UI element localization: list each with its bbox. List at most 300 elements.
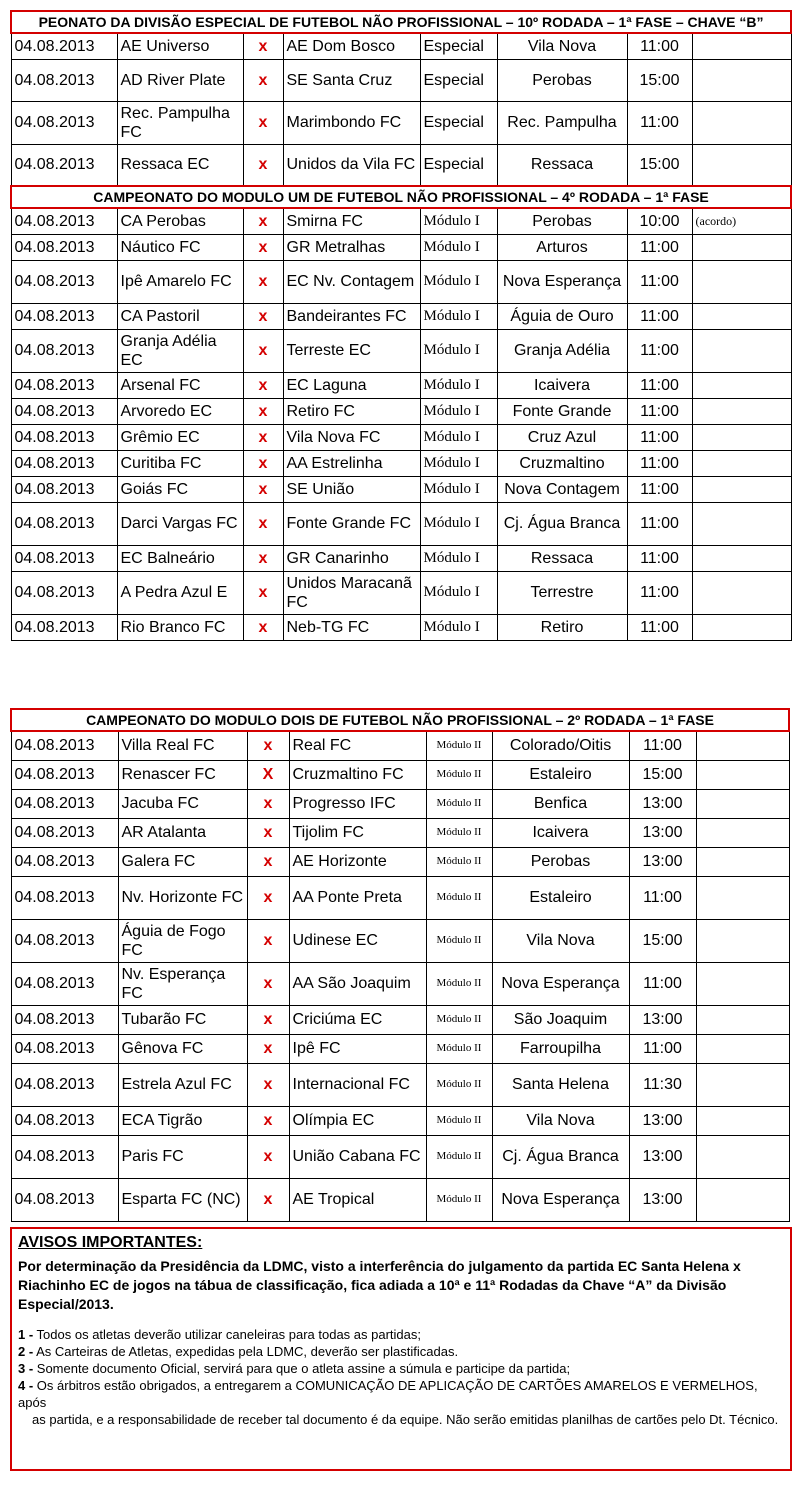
division: Módulo I [420,208,497,234]
table-row [11,614,791,640]
division: Especial [420,144,497,186]
home-team: AD River Plate [117,59,243,101]
home-team: Gênova FC [118,1034,247,1063]
venue: Cruz Azul [497,424,627,450]
match-date: 04.08.2013 [11,208,117,234]
division: Módulo I [420,614,497,640]
match-date: 04.08.2013 [11,1063,118,1106]
versus-mark: x [247,1005,289,1034]
match-note [692,398,791,424]
table-row [11,1005,789,1034]
match-date: 04.08.2013 [11,876,118,919]
table-row [11,847,789,876]
versus-mark: x [243,59,283,101]
table-row [11,59,791,101]
away-team: Terreste EC [283,329,420,372]
match-date: 04.08.2013 [11,502,117,545]
notice-continuation: as partida, e a responsabilidade de receber tal documento é da equipe. Não serão emitidas planilhas de cartões pelo Dt. Técnico. [32,1412,779,1427]
match-date: 04.08.2013 [11,919,118,962]
division: Módulo II [426,1106,492,1135]
home-team: Villa Real FC [118,731,247,760]
away-team: AE Dom Bosco [283,33,420,59]
versus-mark: x [243,303,283,329]
versus-mark: x [243,208,283,234]
division: Módulo I [420,260,497,303]
table-row [11,208,791,234]
division: Módulo II [426,818,492,847]
match-note [692,545,791,571]
kickoff-time: 11:00 [627,571,692,614]
venue: Vila Nova [497,33,627,59]
away-team: Unidos da Vila FC [283,144,420,186]
notices-main: Por determinação da Presidência da LDMC, visto a interferência do julgamento da partida EC Santa Helena x Riachinho EC de jogos na tábua de classificação, fica adiada a 10ª e 11ª Rodadas da Chave “A” da Divisão Especial/2013. [18,1258,741,1312]
home-team: Esparta FC (NC) [118,1178,247,1221]
section-header: CAMPEONATO DO MODULO UM DE FUTEBOL NÃO PROFISSIONAL – 4º RODADA – 1ª FASE [11,186,791,208]
match-date: 04.08.2013 [11,614,117,640]
table-row [11,260,791,303]
versus-mark: x [247,731,289,760]
division: Módulo II [426,1005,492,1034]
table-row [11,450,791,476]
match-date: 04.08.2013 [11,33,117,59]
home-team: EC Balneário [117,545,243,571]
away-team: Bandeirantes FC [283,303,420,329]
table-row [11,1034,789,1063]
venue: Perobas [497,59,627,101]
section-header: CAMPEONATO DO MODULO DOIS DE FUTEBOL NÃO PROFISSIONAL – 2º RODADA – 1ª FASE [11,709,789,731]
venue: Retiro [497,614,627,640]
away-team: AA Estrelinha [283,450,420,476]
match-date: 04.08.2013 [11,1178,118,1221]
empty-cell [696,876,789,919]
home-team: Grêmio EC [117,424,243,450]
kickoff-time: 11:00 [627,476,692,502]
empty-cell [696,1034,789,1063]
venue: Águia de Ouro [497,303,627,329]
match-note [692,234,791,260]
home-team: A Pedra Azul E [117,571,243,614]
venue: Cj. Água Branca [497,502,627,545]
division: Módulo II [426,1178,492,1221]
home-team: Renascer FC [118,760,247,789]
division: Módulo I [420,476,497,502]
home-team: Granja Adélia EC [117,329,243,372]
versus-mark: x [243,424,283,450]
home-team: Jacuba FC [118,789,247,818]
table-row [11,234,791,260]
home-team: Ressaca EC [117,144,243,186]
venue: Farroupilha [492,1034,629,1063]
match-date: 04.08.2013 [11,1034,118,1063]
table-row [11,1106,789,1135]
versus-mark: x [247,1178,289,1221]
kickoff-time: 13:00 [629,818,696,847]
division: Módulo II [426,731,492,760]
home-team: CA Pastoril [117,303,243,329]
versus-mark: x [243,101,283,144]
table-row [11,731,789,760]
kickoff-time: 11:30 [629,1063,696,1106]
away-team: Udinese EC [289,919,426,962]
match-note [692,571,791,614]
kickoff-time: 11:00 [629,962,696,1005]
section-header-row [11,186,791,208]
kickoff-time: 13:00 [629,1106,696,1135]
kickoff-time: 11:00 [629,1034,696,1063]
division: Módulo II [426,1135,492,1178]
match-note [692,59,791,101]
home-team: Arsenal FC [117,372,243,398]
match-date: 04.08.2013 [11,1106,118,1135]
kickoff-time: 11:00 [627,450,692,476]
kickoff-time: 11:00 [627,234,692,260]
notices-title: AVISOS IMPORTANTES: [18,1234,203,1251]
empty-cell [696,1178,789,1221]
division: Módulo I [420,450,497,476]
kickoff-time: 11:00 [627,33,692,59]
venue: Fonte Grande [497,398,627,424]
versus-mark: x [243,234,283,260]
venue: Cj. Água Branca [492,1135,629,1178]
table-row [11,571,791,614]
kickoff-time: 13:00 [629,789,696,818]
kickoff-time: 11:00 [627,502,692,545]
away-team: Fonte Grande FC [283,502,420,545]
table-row [11,876,789,919]
away-team: Marimbondo FC [283,101,420,144]
away-team: Smirna FC [283,208,420,234]
table-row [11,303,791,329]
home-team: Rio Branco FC [117,614,243,640]
empty-cell [696,818,789,847]
fixtures-table-modulo-dois [10,708,790,1222]
kickoff-time: 11:00 [627,260,692,303]
match-note [692,33,791,59]
important-notices [10,1227,792,1471]
table-row [11,101,791,144]
venue: Nova Contagem [497,476,627,502]
home-team: Náutico FC [117,234,243,260]
venue: Colorado/Oitis [492,731,629,760]
away-team: EC Nv. Contagem [283,260,420,303]
table-row [11,818,789,847]
notice-item: 4 - Os árbitros estão obrigados, a entregarem a COMUNICAÇÃO DE APLICAÇÃO DE CARTÕES AMARELOS E VERMELHOS, após [18,1378,758,1410]
home-team: Arvoredo EC [117,398,243,424]
division: Módulo I [420,303,497,329]
away-team: Real FC [289,731,426,760]
versus-mark: x [243,144,283,186]
empty-cell [696,919,789,962]
table-row [11,1063,789,1106]
table-row [11,424,791,450]
match-date: 04.08.2013 [11,476,117,502]
home-team: Águia de Fogo FC [118,919,247,962]
division: Módulo II [426,1063,492,1106]
away-team: Cruzmaltino FC [289,760,426,789]
division: Módulo II [426,962,492,1005]
away-team: União Cabana FC [289,1135,426,1178]
match-note [692,424,791,450]
away-team: AA São Joaquim [289,962,426,1005]
table-row [11,33,791,59]
versus-mark: x [243,571,283,614]
venue: Nova Esperança [497,260,627,303]
home-team: Ipê Amarelo FC [117,260,243,303]
section-header: PEONATO DA DIVISÃO ESPECIAL DE FUTEBOL NÃO PROFISSIONAL – 10º RODADA – 1ª FASE – CHAVE “B” [11,11,791,33]
home-team: Goiás FC [117,476,243,502]
match-note [692,101,791,144]
division: Módulo II [426,876,492,919]
versus-mark: x [243,450,283,476]
venue: Icaivera [492,818,629,847]
away-team: AE Horizonte [289,847,426,876]
kickoff-time: 11:00 [627,614,692,640]
match-date: 04.08.2013 [11,424,117,450]
kickoff-time: 15:00 [627,144,692,186]
away-team: Unidos Maracanã FC [283,571,420,614]
division: Módulo I [420,398,497,424]
empty-cell [696,1005,789,1034]
home-team: Nv. Esperança FC [118,962,247,1005]
empty-cell [696,962,789,1005]
kickoff-time: 11:00 [627,372,692,398]
kickoff-time: 11:00 [627,398,692,424]
table-row [11,1135,789,1178]
versus-mark: x [247,1135,289,1178]
division: Módulo I [420,424,497,450]
venue: Estaleiro [492,876,629,919]
kickoff-time: 11:00 [627,303,692,329]
table-row [11,476,791,502]
division: Módulo I [420,372,497,398]
notice-item: 3 - Somente documento Oficial, servirá para que o atleta assine a súmula e participe da partida; [18,1361,571,1376]
away-team: Internacional FC [289,1063,426,1106]
table-row [11,962,789,1005]
table-row [11,398,791,424]
versus-mark: X [247,760,289,789]
kickoff-time: 13:00 [629,1178,696,1221]
away-team: AE Tropical [289,1178,426,1221]
away-team: Progresso IFC [289,789,426,818]
table-row [11,144,791,186]
kickoff-time: 13:00 [629,1005,696,1034]
away-team: Retiro FC [283,398,420,424]
table-row [11,329,791,372]
versus-mark: x [247,847,289,876]
division: Módulo II [426,760,492,789]
kickoff-time: 11:00 [629,876,696,919]
match-date: 04.08.2013 [11,789,118,818]
section-header-row [11,709,789,731]
versus-mark: x [243,502,283,545]
kickoff-time: 13:00 [629,847,696,876]
versus-mark: x [243,614,283,640]
kickoff-time: 11:00 [627,545,692,571]
versus-mark: x [247,876,289,919]
venue: Terrestre [497,571,627,614]
table-row [11,1178,789,1221]
home-team: Rec. Pampulha FC [117,101,243,144]
away-team: Criciúma EC [289,1005,426,1034]
away-team: Neb-TG FC [283,614,420,640]
empty-cell [696,1063,789,1106]
away-team: Vila Nova FC [283,424,420,450]
kickoff-time: 11:00 [627,329,692,372]
match-note [692,614,791,640]
kickoff-time: 13:00 [629,1135,696,1178]
empty-cell [696,1106,789,1135]
match-date: 04.08.2013 [11,1005,118,1034]
table-row [11,919,789,962]
away-team: SE União [283,476,420,502]
table-row [11,760,789,789]
division: Especial [420,59,497,101]
match-date: 04.08.2013 [11,144,117,186]
away-team: Tijolim FC [289,818,426,847]
versus-mark: x [243,372,283,398]
kickoff-time: 11:00 [627,101,692,144]
division: Módulo I [420,234,497,260]
match-note [692,144,791,186]
section-header-row [11,11,791,33]
match-note [692,260,791,303]
home-team: Curitiba FC [117,450,243,476]
kickoff-time: 10:00 [627,208,692,234]
division: Especial [420,33,497,59]
kickoff-time: 11:00 [627,424,692,450]
venue: Ressaca [497,144,627,186]
match-date: 04.08.2013 [11,571,117,614]
away-team: Olímpia EC [289,1106,426,1135]
versus-mark: x [243,476,283,502]
venue: Estaleiro [492,760,629,789]
venue: Perobas [497,208,627,234]
away-team: GR Metralhas [283,234,420,260]
empty-cell [696,1135,789,1178]
versus-mark: x [247,919,289,962]
match-note [692,450,791,476]
venue: Granja Adélia [497,329,627,372]
away-team: Ipê FC [289,1034,426,1063]
match-date: 04.08.2013 [11,234,117,260]
versus-mark: x [243,398,283,424]
match-date: 04.08.2013 [11,818,118,847]
match-date: 04.08.2013 [11,731,118,760]
venue: Rec. Pampulha [497,101,627,144]
venue: Vila Nova [492,1106,629,1135]
home-team: Tubarão FC [118,1005,247,1034]
table-row [11,789,789,818]
notice-item: 1 - Todos os atletas deverão utilizar caneleiras para todas as partidas; [18,1327,421,1342]
division: Módulo I [420,545,497,571]
venue: Santa Helena [492,1063,629,1106]
kickoff-time: 15:00 [629,919,696,962]
kickoff-time: 11:00 [629,731,696,760]
match-date: 04.08.2013 [11,329,117,372]
home-team: Darci Vargas FC [117,502,243,545]
venue: São Joaquim [492,1005,629,1034]
match-note [692,329,791,372]
away-team: SE Santa Cruz [283,59,420,101]
match-note [692,303,791,329]
table-row [11,502,791,545]
kickoff-time: 15:00 [627,59,692,101]
match-note [692,502,791,545]
venue: Cruzmaltino [497,450,627,476]
venue: Arturos [497,234,627,260]
versus-mark: x [247,1034,289,1063]
versus-mark: x [243,260,283,303]
versus-mark: x [243,329,283,372]
versus-mark: x [247,789,289,818]
division: Módulo I [420,329,497,372]
versus-mark: x [247,1106,289,1135]
venue: Benfica [492,789,629,818]
home-team: Estrela Azul FC [118,1063,247,1106]
match-note: (acordo) [692,208,791,234]
fixtures-table-top [10,10,792,641]
versus-mark: x [247,818,289,847]
empty-cell [696,731,789,760]
division: Módulo I [420,571,497,614]
venue: Icaivera [497,372,627,398]
division: Módulo II [426,789,492,818]
home-team: AR Atalanta [118,818,247,847]
table-row [11,545,791,571]
notice-item: 2 - As Carteiras de Atletas, expedidas pela LDMC, deverão ser plastificadas. [18,1344,459,1359]
versus-mark: x [247,962,289,1005]
division: Módulo II [426,847,492,876]
home-team: Nv. Horizonte FC [118,876,247,919]
venue: Vila Nova [492,919,629,962]
home-team: CA Perobas [117,208,243,234]
match-date: 04.08.2013 [11,398,117,424]
versus-mark: x [243,33,283,59]
match-date: 04.08.2013 [11,303,117,329]
match-note [692,476,791,502]
division: Módulo II [426,919,492,962]
venue: Ressaca [497,545,627,571]
versus-mark: x [243,545,283,571]
match-note [692,372,791,398]
venue: Perobas [492,847,629,876]
versus-mark: x [247,1063,289,1106]
home-team: AE Universo [117,33,243,59]
match-date: 04.08.2013 [11,260,117,303]
match-date: 04.08.2013 [11,962,118,1005]
match-date: 04.08.2013 [11,760,118,789]
match-date: 04.08.2013 [11,372,117,398]
home-team: ECA Tigrão [118,1106,247,1135]
division: Módulo I [420,502,497,545]
empty-cell [696,789,789,818]
match-date: 04.08.2013 [11,101,117,144]
match-date: 04.08.2013 [11,59,117,101]
empty-cell [696,847,789,876]
home-team: Galera FC [118,847,247,876]
division: Especial [420,101,497,144]
venue: Nova Esperança [492,1178,629,1221]
away-team: AA Ponte Preta [289,876,426,919]
home-team: Paris FC [118,1135,247,1178]
division: Módulo II [426,1034,492,1063]
match-date: 04.08.2013 [11,545,117,571]
match-date: 04.08.2013 [11,847,118,876]
kickoff-time: 15:00 [629,760,696,789]
table-row [11,372,791,398]
match-date: 04.08.2013 [11,450,117,476]
match-date: 04.08.2013 [11,1135,118,1178]
